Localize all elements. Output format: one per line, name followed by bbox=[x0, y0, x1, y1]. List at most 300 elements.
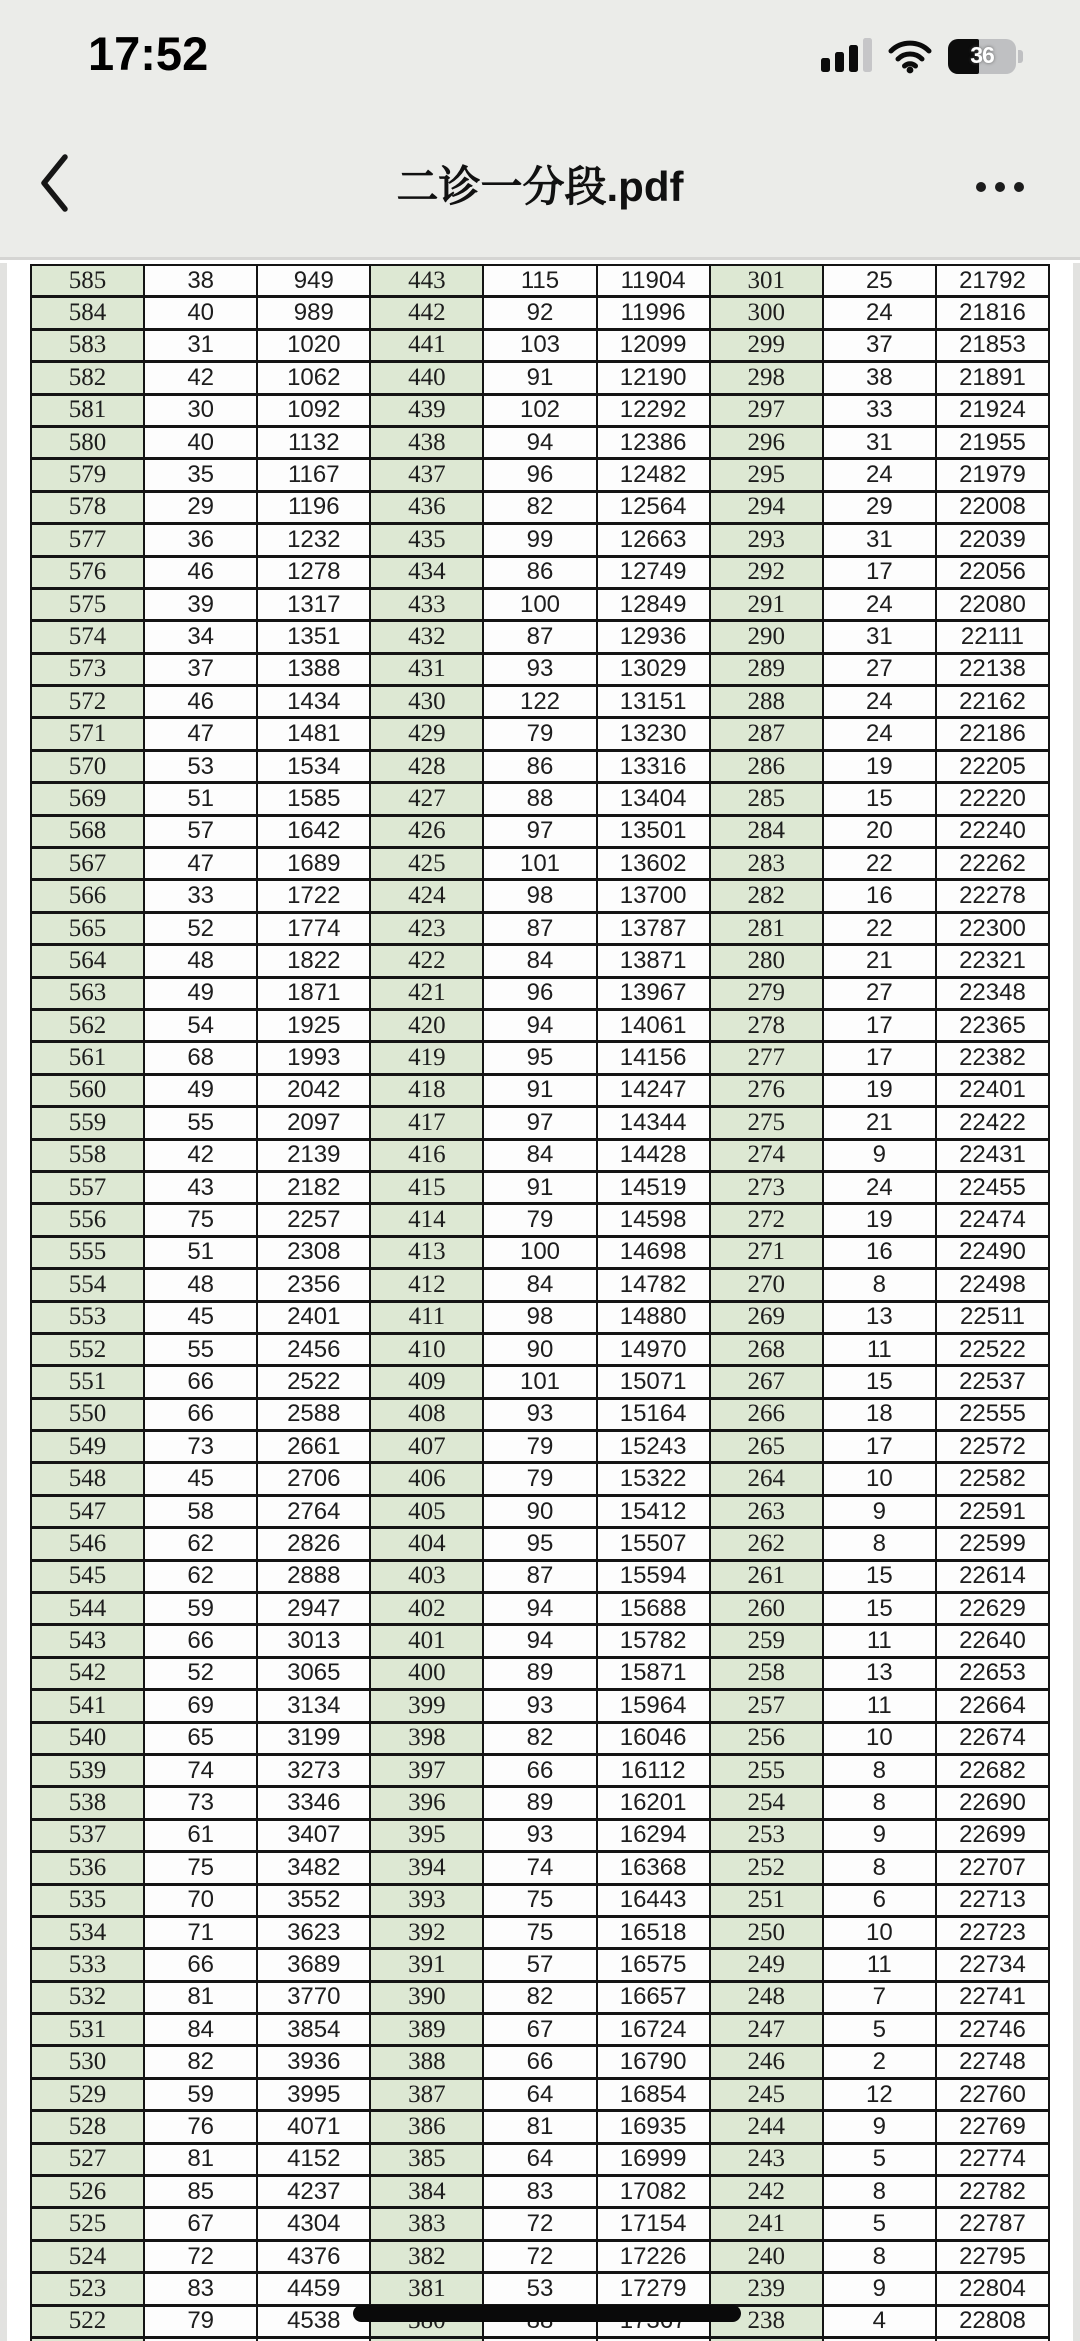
table-row bbox=[32, 914, 1048, 943]
table-cell: 417 bbox=[371, 1108, 482, 1137]
table-cell: 16575 bbox=[598, 1950, 709, 1979]
table-cell: 16518 bbox=[598, 1918, 709, 1947]
table-cell: 84 bbox=[484, 946, 595, 975]
table-cell: 13 bbox=[824, 1659, 935, 1688]
table-row bbox=[32, 817, 1048, 846]
score-distribution-table bbox=[30, 264, 1050, 2341]
table-cell: 81 bbox=[145, 1983, 256, 2012]
table-cell: 16657 bbox=[598, 1983, 709, 2012]
table-cell: 33 bbox=[824, 396, 935, 425]
table-cell: 3770 bbox=[258, 1983, 369, 2012]
table-cell: 569 bbox=[32, 784, 143, 813]
table-cell: 62 bbox=[145, 1562, 256, 1591]
table-cell: 52 bbox=[145, 914, 256, 943]
table-cell: 537 bbox=[32, 1821, 143, 1850]
table-cell: 585 bbox=[32, 266, 143, 295]
table-cell: 66 bbox=[484, 1756, 595, 1785]
table-cell: 87 bbox=[484, 622, 595, 651]
table-cell: 31 bbox=[145, 331, 256, 360]
dot-icon bbox=[976, 182, 986, 192]
table-cell: 436 bbox=[371, 493, 482, 522]
table-cell: 22522 bbox=[937, 1335, 1048, 1364]
table-cell: 46 bbox=[145, 558, 256, 587]
table-cell: 1232 bbox=[258, 525, 369, 554]
table-cell: 281 bbox=[711, 914, 822, 943]
table-cell: 18 bbox=[824, 1400, 935, 1429]
table-cell: 1993 bbox=[258, 1043, 369, 1072]
table-cell: 295 bbox=[711, 460, 822, 489]
table-cell: 14156 bbox=[598, 1043, 709, 1072]
table-cell: 51 bbox=[145, 784, 256, 813]
table-cell: 440 bbox=[371, 363, 482, 392]
table-cell: 287 bbox=[711, 719, 822, 748]
table-cell: 3065 bbox=[258, 1659, 369, 1688]
table-cell: 24 bbox=[824, 1173, 935, 1202]
table-cell: 82 bbox=[484, 493, 595, 522]
table-row bbox=[32, 2112, 1048, 2141]
table-cell: 22741 bbox=[937, 1983, 1048, 2012]
table-cell: 277 bbox=[711, 1043, 822, 1072]
table-cell: 3552 bbox=[258, 1886, 369, 1915]
table-row bbox=[32, 1756, 1048, 1785]
table-row bbox=[32, 1659, 1048, 1688]
table-cell: 583 bbox=[32, 331, 143, 360]
table-cell: 276 bbox=[711, 1076, 822, 1105]
table-cell: 392 bbox=[371, 1918, 482, 1947]
table-cell: 10 bbox=[824, 1724, 935, 1753]
table-cell: 8 bbox=[824, 1788, 935, 1817]
table-cell: 533 bbox=[32, 1950, 143, 1979]
table-cell: 286 bbox=[711, 752, 822, 781]
table-cell: 88 bbox=[484, 784, 595, 813]
table-cell: 22498 bbox=[937, 1270, 1048, 1299]
table-cell: 552 bbox=[32, 1335, 143, 1364]
table-cell: 7 bbox=[824, 1983, 935, 2012]
table-cell: 94 bbox=[484, 1011, 595, 1040]
table-cell: 22582 bbox=[937, 1464, 1048, 1493]
table-row bbox=[32, 1464, 1048, 1493]
table-cell: 438 bbox=[371, 428, 482, 457]
table-cell: 15782 bbox=[598, 1626, 709, 1655]
table-cell: 95 bbox=[484, 1043, 595, 1072]
table-cell: 399 bbox=[371, 1691, 482, 1720]
table-cell: 3854 bbox=[258, 2015, 369, 2044]
table-cell: 269 bbox=[711, 1303, 822, 1332]
table-cell: 11996 bbox=[598, 298, 709, 327]
battery-nub bbox=[1018, 50, 1023, 63]
table-cell: 419 bbox=[371, 1043, 482, 1072]
table-cell: 67 bbox=[484, 2015, 595, 2044]
table-cell: 3623 bbox=[258, 1918, 369, 1947]
table-cell: 55 bbox=[145, 1108, 256, 1137]
table-cell: 564 bbox=[32, 946, 143, 975]
table-cell: 558 bbox=[32, 1141, 143, 1170]
table-cell: 15688 bbox=[598, 1594, 709, 1623]
table-cell: 3013 bbox=[258, 1626, 369, 1655]
table-cell: 538 bbox=[32, 1788, 143, 1817]
table-cell: 381 bbox=[371, 2274, 482, 2303]
table-cell: 541 bbox=[32, 1691, 143, 1720]
table-cell: 2888 bbox=[258, 1562, 369, 1591]
table-cell: 411 bbox=[371, 1303, 482, 1332]
table-cell: 72 bbox=[484, 2209, 595, 2238]
table-row bbox=[32, 1918, 1048, 1947]
table-cell: 387 bbox=[371, 2080, 482, 2109]
table-row bbox=[32, 2177, 1048, 2206]
table-cell: 554 bbox=[32, 1270, 143, 1299]
table-row bbox=[32, 363, 1048, 392]
table-cell: 66 bbox=[484, 2047, 595, 2076]
table-cell: 388 bbox=[371, 2047, 482, 2076]
table-cell: 36 bbox=[145, 525, 256, 554]
table-cell: 1317 bbox=[258, 590, 369, 619]
wifi-icon bbox=[886, 38, 934, 74]
table-row bbox=[32, 1173, 1048, 1202]
table-cell: 22723 bbox=[937, 1918, 1048, 1947]
table-cell: 22382 bbox=[937, 1043, 1048, 1072]
table-cell: 567 bbox=[32, 849, 143, 878]
table-cell: 102 bbox=[484, 396, 595, 425]
table-cell: 73 bbox=[145, 1432, 256, 1461]
table-cell: 75 bbox=[484, 1886, 595, 1915]
table-cell: 21792 bbox=[937, 266, 1048, 295]
table-cell: 4376 bbox=[258, 2242, 369, 2271]
table-row bbox=[32, 849, 1048, 878]
table-cell: 27 bbox=[824, 655, 935, 684]
table-cell: 9 bbox=[824, 2274, 935, 2303]
table-cell: 527 bbox=[32, 2145, 143, 2174]
table-cell: 414 bbox=[371, 1205, 482, 1234]
table-cell: 22511 bbox=[937, 1303, 1048, 1332]
table-cell: 13871 bbox=[598, 946, 709, 975]
table-row bbox=[32, 1691, 1048, 1720]
table-row bbox=[32, 622, 1048, 651]
table-cell: 273 bbox=[711, 1173, 822, 1202]
table-row bbox=[32, 1205, 1048, 1234]
table-row bbox=[32, 1529, 1048, 1558]
table-cell: 16368 bbox=[598, 1853, 709, 1882]
table-cell: 22186 bbox=[937, 719, 1048, 748]
table-cell: 22699 bbox=[937, 1821, 1048, 1850]
more-menu-button[interactable] bbox=[972, 174, 1028, 200]
table-cell: 5 bbox=[824, 2209, 935, 2238]
table-cell: 413 bbox=[371, 1238, 482, 1267]
table-cell: 15 bbox=[824, 1562, 935, 1591]
table-cell: 74 bbox=[484, 1853, 595, 1882]
table-cell: 75 bbox=[145, 1853, 256, 1882]
table-cell: 244 bbox=[711, 2112, 822, 2141]
table-cell: 59 bbox=[145, 1594, 256, 1623]
table-cell: 12749 bbox=[598, 558, 709, 587]
table-cell: 2588 bbox=[258, 1400, 369, 1429]
table-cell: 254 bbox=[711, 1788, 822, 1817]
table-cell: 430 bbox=[371, 687, 482, 716]
table-cell: 5 bbox=[824, 2145, 935, 2174]
table-row bbox=[32, 979, 1048, 1008]
table-cell: 22205 bbox=[937, 752, 1048, 781]
table-cell: 16 bbox=[824, 1238, 935, 1267]
table-cell: 14598 bbox=[598, 1205, 709, 1234]
table-cell: 14061 bbox=[598, 1011, 709, 1040]
table-row bbox=[32, 1108, 1048, 1137]
table-cell: 4538 bbox=[258, 2307, 369, 2336]
table-cell: 87 bbox=[484, 914, 595, 943]
table-row bbox=[32, 1367, 1048, 1396]
table-cell: 425 bbox=[371, 849, 482, 878]
battery-icon bbox=[948, 39, 1016, 74]
table-cell: 82 bbox=[484, 1983, 595, 2012]
table-row bbox=[32, 2145, 1048, 2174]
table-cell: 546 bbox=[32, 1529, 143, 1558]
table-cell: 13230 bbox=[598, 719, 709, 748]
table-cell: 22795 bbox=[937, 2242, 1048, 2271]
table-cell: 427 bbox=[371, 784, 482, 813]
table-cell: 530 bbox=[32, 2047, 143, 2076]
table-cell: 22321 bbox=[937, 946, 1048, 975]
table-cell: 2401 bbox=[258, 1303, 369, 1332]
table-cell: 570 bbox=[32, 752, 143, 781]
table-cell: 22111 bbox=[937, 622, 1048, 651]
table-cell: 252 bbox=[711, 1853, 822, 1882]
table-cell: 412 bbox=[371, 1270, 482, 1299]
table-cell: 22240 bbox=[937, 817, 1048, 846]
table-cell: 22734 bbox=[937, 1950, 1048, 1979]
table-cell: 2 bbox=[824, 2047, 935, 2076]
table-cell: 101 bbox=[484, 1367, 595, 1396]
table-cell: 37 bbox=[824, 331, 935, 360]
table-row bbox=[32, 1562, 1048, 1591]
table-cell: 2764 bbox=[258, 1497, 369, 1526]
table-cell: 21891 bbox=[937, 363, 1048, 392]
table-cell: 14247 bbox=[598, 1076, 709, 1105]
table-cell: 297 bbox=[711, 396, 822, 425]
table-cell: 1481 bbox=[258, 719, 369, 748]
table-cell: 580 bbox=[32, 428, 143, 457]
table-cell: 268 bbox=[711, 1335, 822, 1364]
table-cell: 22774 bbox=[937, 2145, 1048, 2174]
table-cell: 284 bbox=[711, 817, 822, 846]
table-row bbox=[32, 331, 1048, 360]
table-cell: 43 bbox=[145, 1173, 256, 1202]
table-cell: 22640 bbox=[937, 1626, 1048, 1655]
table-cell: 13404 bbox=[598, 784, 709, 813]
table-cell: 4304 bbox=[258, 2209, 369, 2238]
table-cell: 435 bbox=[371, 525, 482, 554]
table-cell: 98 bbox=[484, 881, 595, 910]
table-cell: 553 bbox=[32, 1303, 143, 1332]
table-cell: 1822 bbox=[258, 946, 369, 975]
table-cell: 20 bbox=[824, 817, 935, 846]
table-row bbox=[32, 266, 1048, 295]
table-cell: 539 bbox=[32, 1756, 143, 1785]
table-row bbox=[32, 1076, 1048, 1105]
table-cell: 274 bbox=[711, 1141, 822, 1170]
table-cell: 22365 bbox=[937, 1011, 1048, 1040]
table-row bbox=[32, 2047, 1048, 2076]
table-cell: 409 bbox=[371, 1367, 482, 1396]
table-cell: 1585 bbox=[258, 784, 369, 813]
table-row bbox=[32, 1853, 1048, 1882]
table-cell: 544 bbox=[32, 1594, 143, 1623]
table-cell: 15964 bbox=[598, 1691, 709, 1720]
table-cell: 578 bbox=[32, 493, 143, 522]
table-cell: 12386 bbox=[598, 428, 709, 457]
dot-icon bbox=[1014, 182, 1024, 192]
table-cell: 291 bbox=[711, 590, 822, 619]
table-cell: 548 bbox=[32, 1464, 143, 1493]
table-cell: 574 bbox=[32, 622, 143, 651]
table-cell: 1132 bbox=[258, 428, 369, 457]
table-row bbox=[32, 1497, 1048, 1526]
table-cell: 15871 bbox=[598, 1659, 709, 1688]
table-cell: 566 bbox=[32, 881, 143, 910]
table-row bbox=[32, 1788, 1048, 1817]
table-cell: 21955 bbox=[937, 428, 1048, 457]
table-cell: 545 bbox=[32, 1562, 143, 1591]
table-cell: 3273 bbox=[258, 1756, 369, 1785]
table-cell: 261 bbox=[711, 1562, 822, 1591]
table-row bbox=[32, 1400, 1048, 1429]
table-cell: 242 bbox=[711, 2177, 822, 2206]
table-cell: 292 bbox=[711, 558, 822, 587]
table-cell: 420 bbox=[371, 1011, 482, 1040]
table-cell: 3995 bbox=[258, 2080, 369, 2109]
table-cell: 289 bbox=[711, 655, 822, 684]
table-row bbox=[32, 1950, 1048, 1979]
table-cell: 66 bbox=[145, 1367, 256, 1396]
table-cell: 547 bbox=[32, 1497, 143, 1526]
table-cell: 10 bbox=[824, 1464, 935, 1493]
table-cell: 949 bbox=[258, 266, 369, 295]
table-cell: 29 bbox=[145, 493, 256, 522]
table-cell: 38 bbox=[145, 266, 256, 295]
table-cell: 431 bbox=[371, 655, 482, 684]
table-cell: 4237 bbox=[258, 2177, 369, 2206]
table-cell: 55 bbox=[145, 1335, 256, 1364]
table-cell: 386 bbox=[371, 2112, 482, 2141]
table-cell: 24 bbox=[824, 460, 935, 489]
table-cell: 22455 bbox=[937, 1173, 1048, 1202]
table-cell: 9 bbox=[824, 2112, 935, 2141]
table-cell: 22555 bbox=[937, 1400, 1048, 1429]
table-cell: 22682 bbox=[937, 1756, 1048, 1785]
table-cell: 85 bbox=[145, 2177, 256, 2206]
table-cell: 11904 bbox=[598, 266, 709, 295]
table-cell: 536 bbox=[32, 1853, 143, 1882]
table-cell: 12190 bbox=[598, 363, 709, 392]
table-cell: 53 bbox=[484, 2274, 595, 2303]
table-cell: 97 bbox=[484, 1108, 595, 1137]
table-cell: 571 bbox=[32, 719, 143, 748]
table-cell: 11 bbox=[824, 1950, 935, 1979]
table-cell: 3689 bbox=[258, 1950, 369, 1979]
table-cell: 394 bbox=[371, 1853, 482, 1882]
table-cell: 581 bbox=[32, 396, 143, 425]
table-cell: 16112 bbox=[598, 1756, 709, 1785]
table-cell: 16046 bbox=[598, 1724, 709, 1753]
table-row bbox=[32, 558, 1048, 587]
page-edge-left bbox=[0, 263, 7, 2341]
table-cell: 2097 bbox=[258, 1108, 369, 1137]
table-cell: 90 bbox=[484, 1335, 595, 1364]
table-cell: 22707 bbox=[937, 1853, 1048, 1882]
table-cell: 3346 bbox=[258, 1788, 369, 1817]
table-cell: 576 bbox=[32, 558, 143, 587]
redaction-mark bbox=[353, 2305, 741, 2322]
table-cell: 429 bbox=[371, 719, 482, 748]
table-cell: 30 bbox=[145, 396, 256, 425]
nav-bar bbox=[0, 108, 1080, 257]
table-cell: 239 bbox=[711, 2274, 822, 2303]
table-cell: 2456 bbox=[258, 1335, 369, 1364]
table-cell: 31 bbox=[824, 525, 935, 554]
table-cell: 262 bbox=[711, 1529, 822, 1558]
table-cell: 71 bbox=[145, 1918, 256, 1947]
table-cell: 57 bbox=[484, 1950, 595, 1979]
table-cell: 1167 bbox=[258, 460, 369, 489]
table-row bbox=[32, 2274, 1048, 2303]
table-cell: 21979 bbox=[937, 460, 1048, 489]
table-cell: 17226 bbox=[598, 2242, 709, 2271]
table-cell: 25 bbox=[824, 266, 935, 295]
table-cell: 17 bbox=[824, 1011, 935, 1040]
table-cell: 12482 bbox=[598, 460, 709, 489]
table-cell: 62 bbox=[145, 1529, 256, 1558]
table-cell: 2356 bbox=[258, 1270, 369, 1299]
table-cell: 21 bbox=[824, 946, 935, 975]
table-cell: 94 bbox=[484, 428, 595, 457]
table-cell: 15164 bbox=[598, 1400, 709, 1429]
table-cell: 22653 bbox=[937, 1659, 1048, 1688]
cellular-signal-icon bbox=[821, 36, 872, 76]
table-cell: 423 bbox=[371, 914, 482, 943]
table-cell: 565 bbox=[32, 914, 143, 943]
table-cell: 398 bbox=[371, 1724, 482, 1753]
table-cell: 22599 bbox=[937, 1529, 1048, 1558]
table-cell: 258 bbox=[711, 1659, 822, 1688]
status-bar bbox=[0, 0, 1080, 108]
table-row bbox=[32, 1141, 1048, 1170]
table-cell: 22808 bbox=[937, 2307, 1048, 2336]
table-cell: 89 bbox=[484, 1788, 595, 1817]
table-cell: 37 bbox=[145, 655, 256, 684]
clock-text: 17:52 bbox=[88, 27, 209, 80]
table-cell: 99 bbox=[484, 525, 595, 554]
table-cell: 275 bbox=[711, 1108, 822, 1137]
table-cell: 79 bbox=[484, 719, 595, 748]
table-cell: 270 bbox=[711, 1270, 822, 1299]
table-cell: 4071 bbox=[258, 2112, 369, 2141]
table-cell: 8 bbox=[824, 1529, 935, 1558]
table-row bbox=[32, 428, 1048, 457]
table-cell: 4152 bbox=[258, 2145, 369, 2174]
table-cell: 72 bbox=[484, 2242, 595, 2271]
table-cell: 48 bbox=[145, 1270, 256, 1299]
table-cell: 22080 bbox=[937, 590, 1048, 619]
back-button[interactable] bbox=[38, 152, 72, 214]
table-row bbox=[32, 1594, 1048, 1623]
table-cell: 27 bbox=[824, 979, 935, 1008]
table-cell: 19 bbox=[824, 1076, 935, 1105]
table-cell: 24 bbox=[824, 687, 935, 716]
table-cell: 400 bbox=[371, 1659, 482, 1688]
table-cell: 524 bbox=[32, 2242, 143, 2271]
table-cell: 257 bbox=[711, 1691, 822, 1720]
table-cell: 122 bbox=[484, 687, 595, 716]
table-cell: 526 bbox=[32, 2177, 143, 2206]
table-cell: 1774 bbox=[258, 914, 369, 943]
table-cell: 535 bbox=[32, 1886, 143, 1915]
